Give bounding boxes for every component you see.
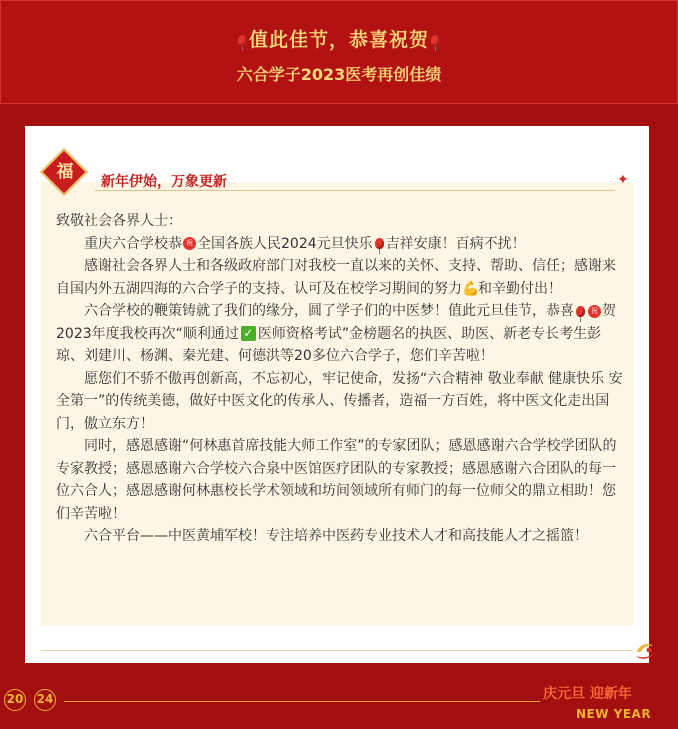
paragraph-3 — [56, 300, 624, 368]
year-digit-circle-2: 24 — [34, 689, 56, 711]
p3-part-b: 贺2023年度我校再次“顺利通过 — [56, 303, 616, 342]
p2-part-b: 和辛勤付出！ — [478, 280, 562, 297]
card-bottom-divider — [41, 650, 633, 651]
p1-part-a: 重庆六合学校恭 — [84, 235, 182, 252]
check-icon: ✓ — [241, 326, 256, 341]
paragraph-1 — [56, 233, 624, 256]
paragraph-6: 六合平台——中医黄埔军校！专注培养中医药专业技术人才和高技能人才之摇篮！ — [84, 528, 588, 544]
p2-part-a: 感谢社会各界人士和各级政府部门对我校一直以来的关怀、支持、帮助、信任；感谢来自国内外五湖四海的六合学子的支持、认可及在校学习期间的努力 — [56, 258, 616, 297]
zhu-badge-icon: 祝 — [183, 237, 196, 250]
p1-part-c: 吉祥安康！百病不扰！ — [385, 235, 526, 252]
logo-icon — [633, 638, 657, 662]
balloon-icon — [431, 35, 440, 46]
header-title-row — [1, 25, 677, 52]
paragraph-5: 同时，感恩感谢“何林惠首席技能大师工作室”的专家团队；感恩感谢六合学校学团队的专家教授；感恩感谢六合学校六合泉中医馆医疗团队的专家教授；感恩感谢六合团队的每一位六合人；感恩感谢何林惠校长学术领域和坊间领域所有师门的每一位师父的鼎立相助！您们辛苦啦！ — [56, 438, 617, 522]
balloon-icon — [576, 306, 585, 317]
p1-part-b: 全国各族人民2024元旦快乐 — [197, 235, 373, 252]
paragraph-4: 愿您们不骄不傲再创新高，不忘初心，牢记使命，发扬“六合精神 敬业奉献 健康快乐 安全第一”的传统美德，做好中医文化的传承人、传播者，造福一方百姓，将中医文化走出国门，傲立东方！ — [56, 370, 623, 432]
sparkle-icon: ✦ — [617, 172, 629, 188]
greeting-card — [25, 126, 649, 663]
balloon-icon — [238, 35, 247, 46]
footer-slogan-en: NEW YEAR — [576, 707, 652, 721]
p3-part-a: 六合学校的鞭策铸就了我们的缘分，圆了学子们的中医梦！值此元旦佳节，恭喜 — [84, 303, 574, 319]
greeting-line: 致敬社会各界人士： — [56, 213, 182, 229]
zhu-badge-icon: 祝 — [588, 305, 601, 318]
balloon-icon — [375, 238, 384, 249]
year-digit-circle-1: 20 — [4, 689, 26, 711]
card-heading: 新年伊始，万象更新 — [101, 174, 227, 190]
p3-part-c: 医师资格考试”金榜题名的执医、助医、新老专长考生彭琼、刘建川、杨渊、秦光建、何德洪等20多位六合学子，您们辛苦啦！ — [56, 325, 602, 364]
paragraph-2 — [56, 255, 624, 300]
header-subtitle: 六合学子2023医考再创佳绩 — [236, 65, 442, 84]
letter-body — [56, 210, 624, 548]
heading-divider — [95, 190, 615, 191]
muscle-icon: 💪 — [462, 280, 480, 297]
header-banner — [0, 0, 678, 104]
fu-character: 福 — [56, 162, 74, 182]
header-title: 值此佳节，恭喜祝贺 — [248, 29, 429, 51]
footer-slogan-cn: 庆元旦 迎新年 — [543, 686, 632, 702]
footer-divider — [64, 701, 540, 702]
